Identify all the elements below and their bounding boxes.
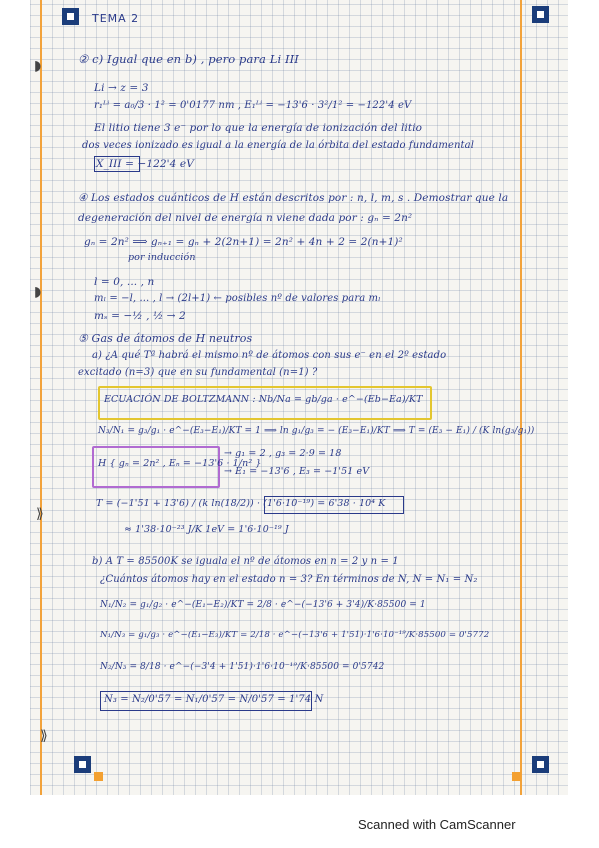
- corner-marker-top-left: [62, 8, 79, 25]
- corner-marker-bottom-right: [532, 756, 549, 773]
- problem-5a-question-2: excitado (n=3) que en su fundamental (n=1) ?: [78, 367, 318, 378]
- constants-note: ≈ 1'38·10⁻²³ J/K 1eV = 1'6·10⁻¹⁹ J: [124, 524, 289, 535]
- li-radius-energy: r₁ᴸⁱ = a₀/3 · 1² = 0'0177 nm , E₁ᴸⁱ = −13'6 · 3²/1² = −122'4 eV: [94, 100, 412, 111]
- l-values: l = 0, ... , n: [94, 276, 155, 288]
- induction-note: por inducción: [128, 252, 196, 263]
- margin-line-right: [520, 0, 522, 795]
- hydrogen-relations: H { gₙ = 2n² , Eₙ = −13'6 · 1/n² }: [98, 458, 262, 469]
- problem-4-statement-1: ④ Los estados cuánticos de H están descritos por : n, l, m, s . Demostrar que la: [78, 192, 509, 204]
- problem-5b-question-2: ¿Cuántos átomos hay en el estado n = 3? En términos de N, N = N₁ = N₂: [100, 574, 478, 585]
- ml-values: mₗ = −l, ... , l → (2l+1) ← posibles nº de valores para mₗ: [94, 293, 381, 304]
- problem-4-statement-2: degeneración del nivel de energía n viene dada por : gₙ = 2n²: [78, 212, 413, 224]
- temperature-derivation: N₃/N₁ = g₃/g₁ · e^−(E₃−E₁)/KT = 1 ⟹ ln g₁/g₃ = − (E₃−E₁)/KT ⟹ T = (E₃ − E₁) / (K ln(g₃/g₁)): [98, 426, 535, 436]
- n3-result: N₃ = N₂/0'57 = N₁/0'57 = N/0'57 = 1'74 N: [104, 694, 324, 705]
- ratio-n1-n3: N₁/N₃ = g₁/g₃ · e^−(E₁−E₃)/KT = 2/18 · e^−(−13'6 + 1'51)·1'6·10⁻¹⁹/K·85500 = 0'5772: [100, 630, 490, 640]
- binder-hole-2: ◗: [34, 284, 42, 300]
- binder-hole-3: ⟫: [36, 506, 44, 522]
- binder-hole-1: ◗: [34, 58, 42, 74]
- problem-2c-statement: ② c) Igual que en b) , pero para Li III: [78, 52, 299, 66]
- temperature-result: T = (−1'51 + 13'6) / (k ln(18/2)) · (1'6·10⁻¹⁹) = 6'38 · 10⁴ K: [96, 498, 386, 509]
- ratio-n1-n2: N₁/N₂ = g₁/g₂ · e^−(E₁−E₂)/KT = 2/8 · e^−(−13'6 + 3'4)/K·85500 = 1: [100, 600, 426, 610]
- lithium-explanation-2: dos veces ionizado es igual a la energía de la órbita del estado fundamental: [82, 140, 474, 151]
- scanner-watermark: Scanned with CamScanner: [358, 817, 516, 832]
- problem-5b-question-1: b) A T = 85500K se iguala el nº de átomos en n = 2 y n = 1: [92, 556, 399, 567]
- ratio-n2-n3: N₂/N₃ = 8/18 · e^−(−3'4 + 1'51)·1'6·10⁻¹⁹/K·85500 = 0'5742: [100, 662, 385, 672]
- problem-5-title: ⑤ Gas de átomos de H neutros: [78, 332, 253, 345]
- orange-marker-bottom-right: [512, 772, 521, 781]
- page-title: TEMA 2: [92, 12, 140, 25]
- margin-line-left: [40, 0, 42, 795]
- degeneracy-derivation: gₙ = 2n² ⟹ gₙ₊₁ = gₙ + 2(2n+1) = 2n² + 4n + 2 = 2(n+1)²: [84, 236, 403, 248]
- energy-values: → E₁ = −13'6 , E₃ = −1'51 eV: [224, 466, 370, 477]
- corner-marker-top-right: [532, 6, 549, 23]
- lithium-explanation-1: El litio tiene 3 e⁻ por lo que la energía de ionización del litio: [94, 122, 423, 134]
- ms-values: mₛ = −½ , ½ → 2: [94, 310, 186, 322]
- problem-5a-question-1: a) ¿A qué Tª habrá el mismo nº de átomos con sus e⁻ en el 2º estado: [92, 350, 447, 361]
- degeneracy-values: → g₁ = 2 , g₃ = 2·9 = 18: [224, 448, 342, 459]
- li-z: Li → z = 3: [94, 82, 149, 94]
- binder-hole-4: ⟫: [40, 728, 48, 744]
- corner-marker-bottom-left: [74, 756, 91, 773]
- ionization-result: X_III = −122'4 eV: [96, 158, 194, 170]
- orange-marker-bottom-left: [94, 772, 103, 781]
- boltzmann-equation: ECUACIÓN DE BOLTZMANN : Nb/Na = gb/ga · e^−(Eb−Ea)/KT: [104, 394, 423, 405]
